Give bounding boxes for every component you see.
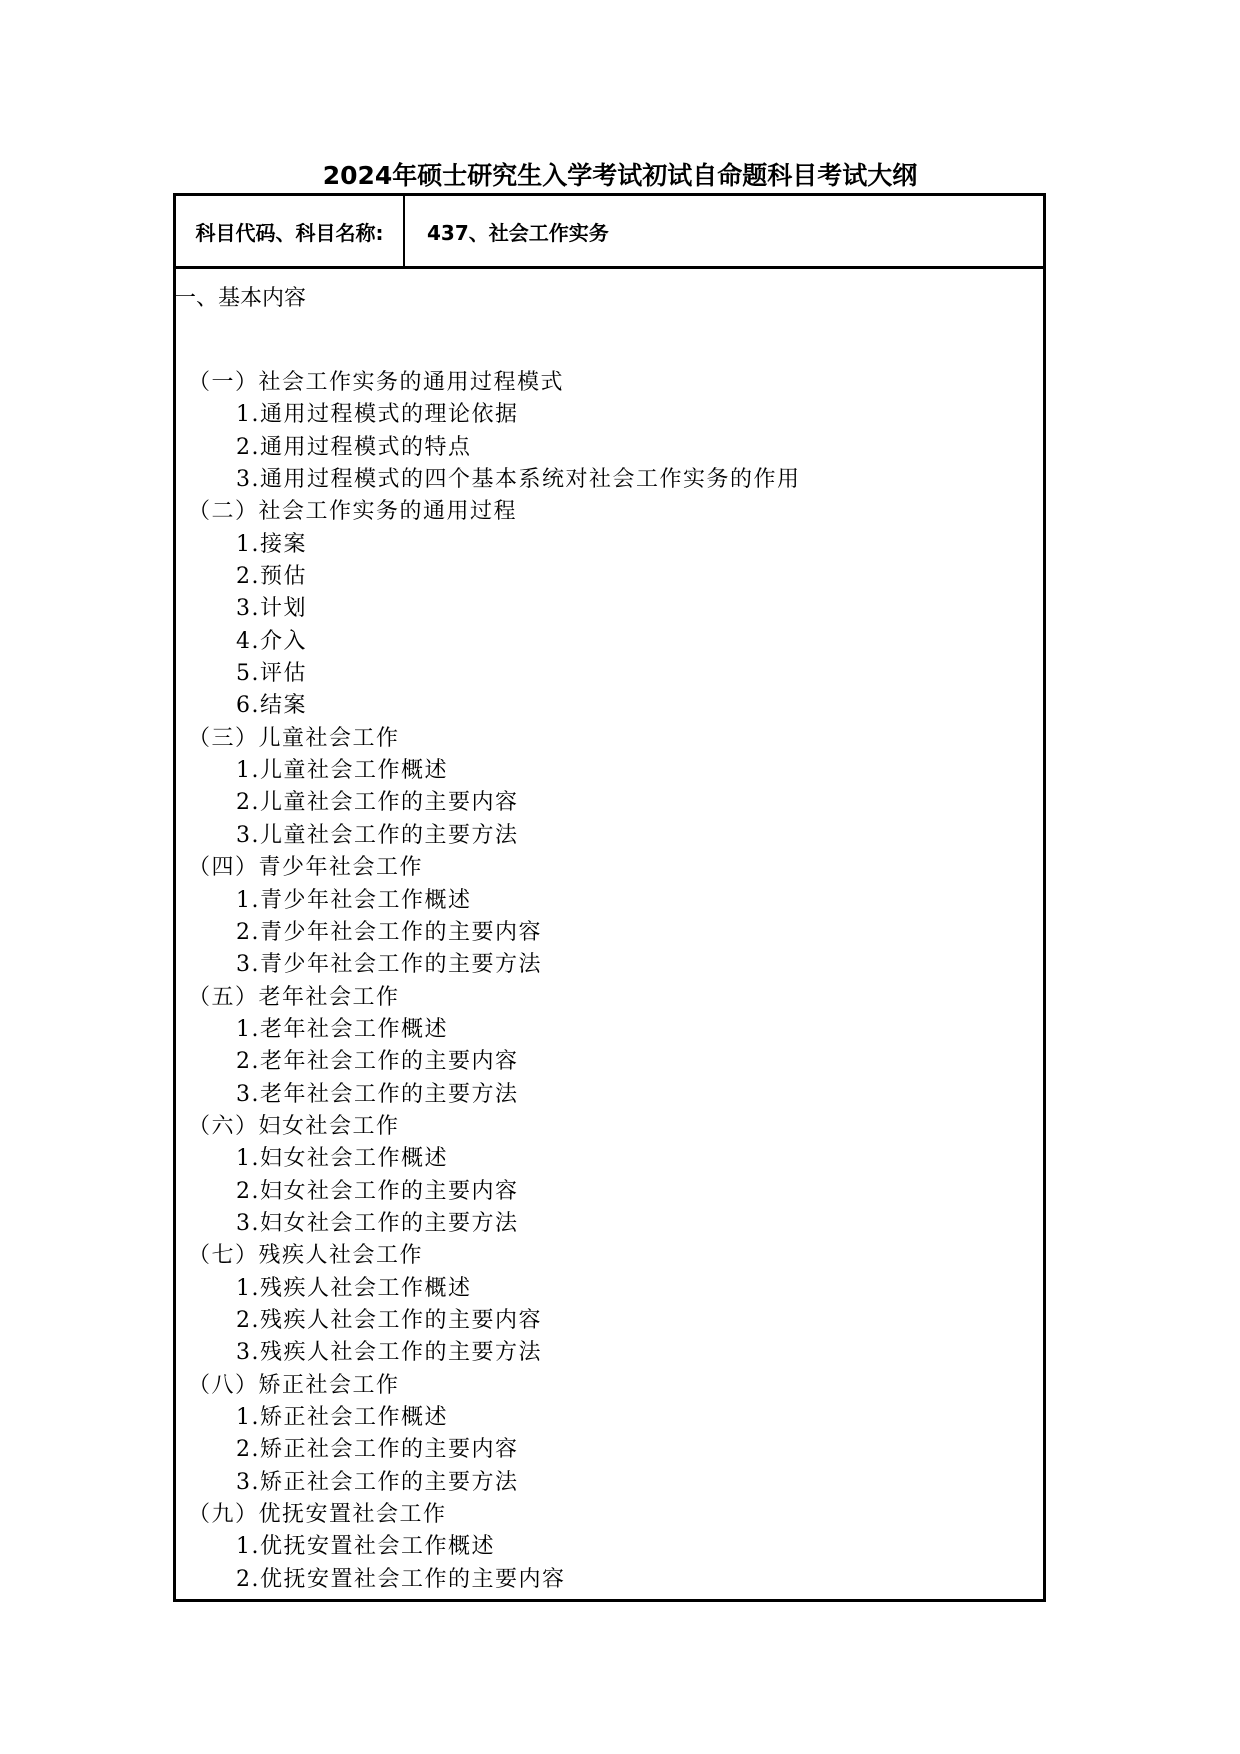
syllabus-table (173, 193, 1046, 1602)
outline-item: 4.介入 (236, 628, 307, 654)
outline-topic: （六）妇女社会工作 (188, 1113, 400, 1139)
outline-item: 1.优抚安置社会工作概述 (236, 1534, 495, 1560)
outline-item: 3.通用过程模式的四个基本系统对社会工作实务的作用 (236, 467, 801, 493)
outline-item: 2.矫正社会工作的主要内容 (236, 1437, 519, 1463)
outline-item: 3.残疾人社会工作的主要方法 (236, 1340, 542, 1366)
outline-topic: （一）社会工作实务的通用过程模式 (188, 370, 565, 395)
outline-topic: （二）社会工作实务的通用过程 (188, 499, 518, 525)
subject-code-name-value: 437、社会工作实务 (427, 220, 609, 245)
outline-item: 2.预估 (236, 564, 307, 590)
outline-item: 1.妇女社会工作概述 (236, 1146, 448, 1172)
outline-item: 1.儿童社会工作概述 (236, 758, 448, 784)
outline-topic: （四）青少年社会工作 (188, 855, 424, 881)
outline-topic: （九）优抚安置社会工作 (188, 1502, 447, 1528)
outline-item: 2.通用过程模式的特点 (236, 434, 472, 460)
section-heading-basic-content: 一、基本内容 (174, 286, 307, 311)
outline-item: 2.妇女社会工作的主要内容 (236, 1178, 519, 1204)
outline-item: 3.妇女社会工作的主要方法 (236, 1210, 519, 1236)
outline-item: 3.计划 (236, 596, 307, 622)
outline-item: 2.残疾人社会工作的主要内容 (236, 1307, 542, 1333)
outline-item: 6.结案 (236, 693, 307, 719)
outline-item: 3.青少年社会工作的主要方法 (236, 952, 542, 978)
outline-topic: （五）老年社会工作 (188, 984, 400, 1010)
outline-topic: （八）矫正社会工作 (188, 1372, 400, 1398)
outline-item: 1.青少年社会工作概述 (236, 887, 472, 913)
page-title: 2024年硕士研究生入学考试初试自命题科目考试大纲 (322, 161, 918, 190)
outline-item: 5.评估 (236, 661, 307, 687)
outline-item: 3.矫正社会工作的主要方法 (236, 1469, 519, 1495)
outline-topic: （七）残疾人社会工作 (188, 1243, 424, 1269)
outline-item: 1.接案 (236, 531, 307, 557)
outline-item: 3.老年社会工作的主要方法 (236, 1081, 519, 1107)
outline-list (176, 367, 801, 1596)
outline-item: 1.老年社会工作概述 (236, 1016, 448, 1042)
content-cell (176, 269, 1043, 1599)
outline-item: 1.残疾人社会工作概述 (236, 1275, 472, 1301)
outline-item: 3.儿童社会工作的主要方法 (236, 822, 519, 848)
outline-topic: （三）儿童社会工作 (188, 725, 400, 751)
subject-code-name-label: 科目代码、科目名称: (176, 196, 405, 266)
outline-item: 1.矫正社会工作概述 (236, 1405, 448, 1430)
outline-item: 2.青少年社会工作的主要内容 (236, 919, 542, 945)
outline-item: 1.通用过程模式的理论依据 (236, 402, 519, 428)
subject-header-row (176, 196, 1043, 269)
outline-item: 2.儿童社会工作的主要内容 (236, 790, 519, 816)
outline-item: 2.优抚安置社会工作的主要内容 (236, 1566, 566, 1592)
outline-item: 2.老年社会工作的主要内容 (236, 1049, 519, 1075)
